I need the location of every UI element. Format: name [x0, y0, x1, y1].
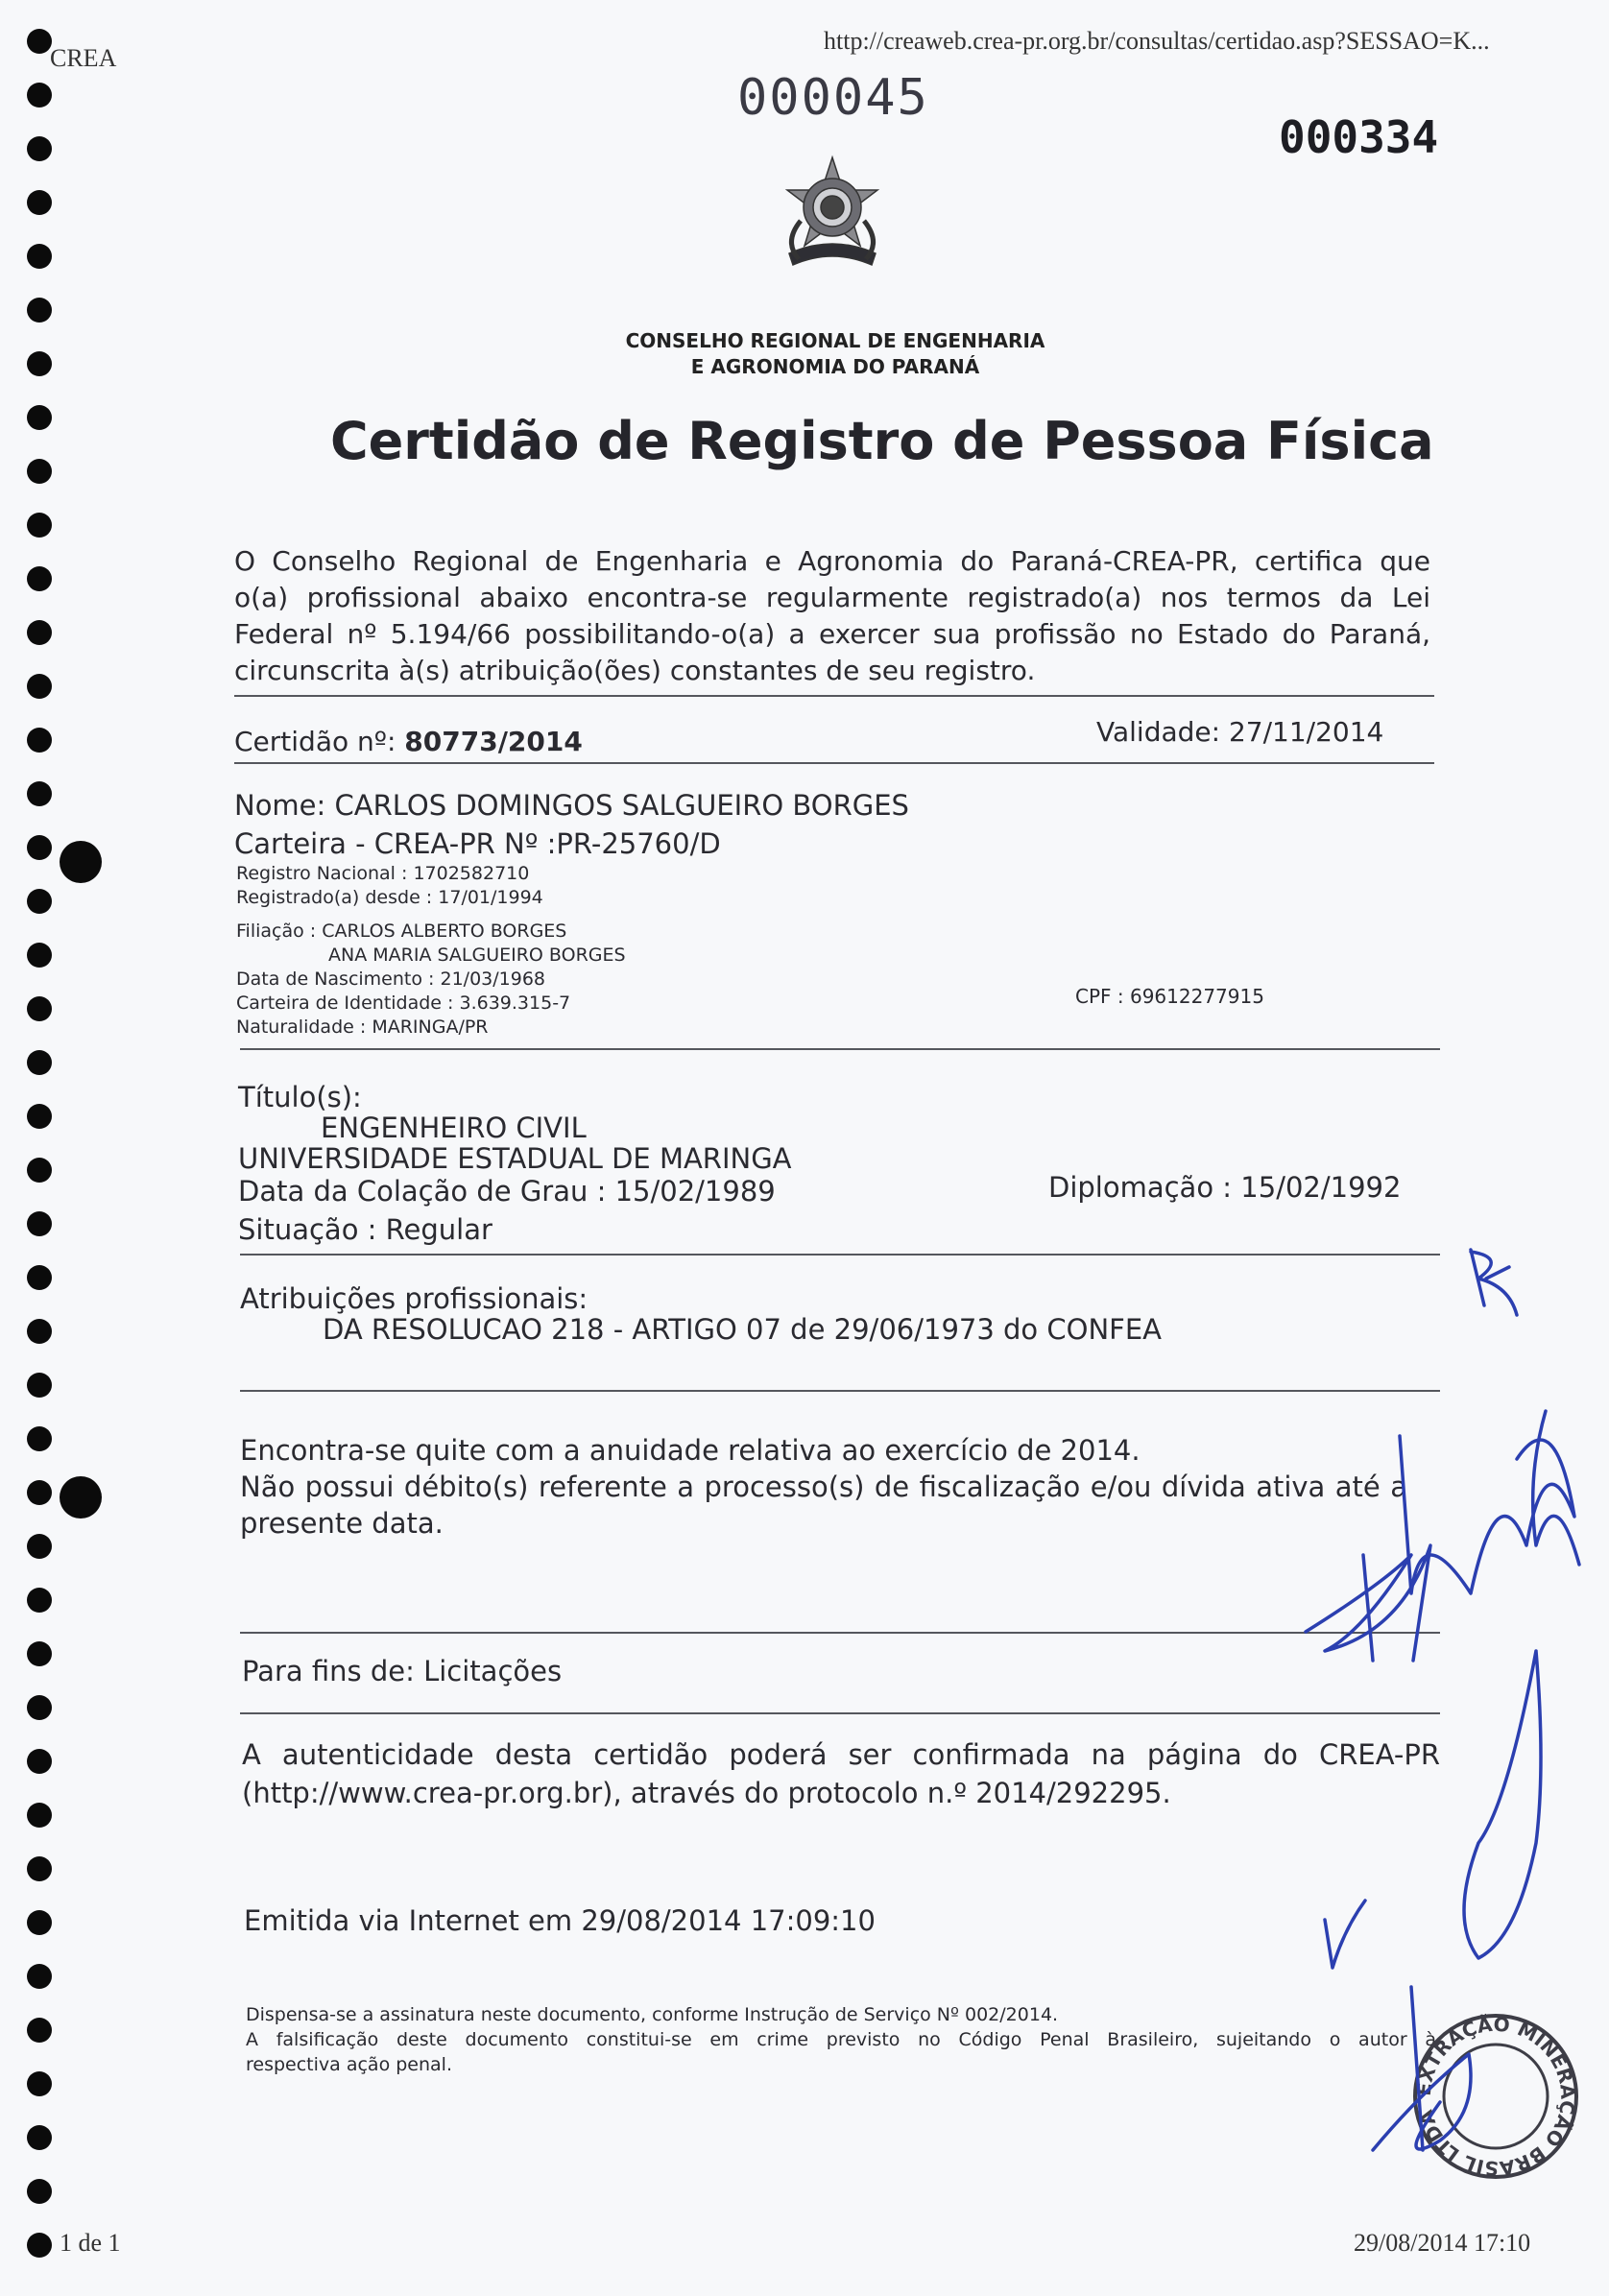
certificate-number-row — [234, 726, 583, 757]
registered-since: 17/01/1994 — [438, 887, 543, 908]
perforation-hole — [27, 244, 52, 269]
perforation-hole — [27, 2233, 52, 2258]
perforation-holes — [27, 29, 56, 2294]
status-value: Regular — [385, 1213, 492, 1246]
initial-mark — [1471, 1250, 1517, 1315]
coat-of-arms-emblem — [772, 154, 893, 278]
signature-stroke — [1464, 1651, 1541, 1958]
perforation-hole — [27, 190, 52, 215]
print-datetime: 29/08/2014 17:10 — [1354, 2229, 1531, 2257]
perforation-hole — [27, 1211, 52, 1236]
intro-line-1: O Conselho Regional de Engenharia e Agronomia do Paraná-CREA-PR, certifica que — [234, 545, 1430, 577]
perforation-hole — [27, 2125, 52, 2150]
perforation-hole — [27, 1588, 52, 1613]
attributions-label: Atribuições profissionais: — [240, 1282, 588, 1315]
card-label: Carteira - CREA-PR Nº : — [234, 827, 557, 860]
perforation-hole — [27, 29, 52, 54]
divider — [240, 1048, 1440, 1050]
org-name-line2: E AGRONOMIA DO PARANÁ — [690, 355, 980, 378]
purpose-label: Para fins de: — [242, 1655, 415, 1687]
identity-number: 3.639.315-7 — [459, 993, 571, 1014]
perforation-hole — [27, 1158, 52, 1183]
validity-label: Validade: — [1096, 716, 1221, 748]
perforation-hole — [27, 1695, 52, 1720]
page-number: 1 de 1 — [60, 2229, 121, 2257]
perforation-hole — [27, 1749, 52, 1774]
intro-line-3: Federal nº 5.194/66 possibilitando-o(a) a exercer sua profissão no Estado do Paraná, — [234, 618, 1430, 650]
cpf-number: 69612277915 — [1129, 985, 1264, 1008]
punch-hole-large — [60, 1476, 102, 1519]
validity-row — [1096, 716, 1383, 748]
naturality-label: Naturalidade : — [236, 1016, 367, 1038]
sheet-number-stamp-left: 000045 — [737, 69, 929, 127]
divider — [234, 695, 1434, 697]
footer-line-2: A falsificação deste documento constitui-se em crime previsto no Código Penal Brasileiro, sujeitando o autor à — [246, 2029, 1436, 2050]
graduation-label: Data da Colação de Grau : — [238, 1175, 607, 1208]
document-title: Certidão de Registro de Pessoa Física — [330, 411, 1434, 471]
attributions-value: DA RESOLUCAO 218 - ARTIGO 07 de 29/06/1973 do CONFEA — [323, 1313, 1162, 1346]
mother-name: ANA MARIA SALGUEIRO BORGES — [328, 945, 626, 966]
perforation-hole — [27, 1050, 52, 1075]
org-name-line1: CONSELHO REGIONAL DE ENGENHARIA — [625, 329, 1045, 352]
perforation-hole — [27, 1641, 52, 1666]
national-registry: 1702582710 — [413, 863, 530, 884]
perforation-hole — [27, 1964, 52, 1989]
perforation-hole — [27, 2018, 52, 2043]
titles-label: Título(s): — [238, 1081, 362, 1113]
divider — [234, 762, 1434, 764]
footer-line-1: Dispensa-se a assinatura neste documento, conforme Instrução de Serviço Nº 002/2014. — [246, 2004, 1059, 2025]
punch-hole-large — [60, 841, 102, 883]
perforation-hole — [27, 83, 52, 108]
perforation-hole — [27, 620, 52, 645]
naturality: MARINGA/PR — [372, 1016, 489, 1038]
birth-date: 21/03/1968 — [440, 969, 545, 990]
certificate-number-label: Certidão nº: — [234, 726, 396, 757]
birth-label: Data de Nascimento : — [236, 969, 435, 990]
graduation-date: 15/02/1989 — [614, 1175, 776, 1208]
perforation-hole — [27, 1426, 52, 1451]
signature-stroke — [1533, 1411, 1579, 1565]
perforation-hole — [27, 1856, 52, 1881]
perforation-hole — [27, 513, 52, 538]
registered-since-label: Registrado(a) desde : — [236, 887, 433, 908]
perforation-hole — [27, 566, 52, 591]
perforation-hole — [27, 2071, 52, 2096]
browser-header-left: CREA — [50, 44, 117, 72]
perforation-hole — [27, 1910, 52, 1935]
perforation-hole — [27, 1534, 52, 1559]
perforation-hole — [27, 781, 52, 806]
stamp-text: EXTRAÇÃO MINERAÇÃO BRASIL LTDA — [1411, 2012, 1580, 2181]
perforation-hole — [27, 136, 52, 161]
perforation-hole — [27, 298, 52, 323]
status-text-line-2: Não possui débito(s) referente a processo(s) de fiscalização e/ou dívida ativa até a — [240, 1471, 1407, 1503]
perforation-hole — [27, 943, 52, 968]
name-label: Nome: — [234, 789, 326, 822]
sheet-number-stamp-right: 000334 — [1279, 111, 1439, 163]
status-text-line-1: Encontra-se quite com a anuidade relativa ao exercício de 2014. — [240, 1434, 1141, 1467]
perforation-hole — [27, 1803, 52, 1828]
perforation-hole — [27, 996, 52, 1021]
father-name: CARLOS ALBERTO BORGES — [322, 921, 567, 942]
perforation-hole — [27, 2179, 52, 2204]
authenticity-line-1: A autenticidade desta certidão poderá ser confirmada na página do CREA-PR — [242, 1738, 1440, 1771]
perforation-hole — [27, 1265, 52, 1290]
perforation-hole — [27, 674, 52, 699]
perforation-hole — [27, 405, 52, 430]
professional-name: CARLOS DOMINGOS SALGUEIRO BORGES — [334, 789, 909, 822]
certificate-number: 80773/2014 — [404, 726, 583, 757]
national-registry-label: Registro Nacional : — [236, 863, 408, 884]
diploma-label: Diplomação : — [1048, 1171, 1233, 1204]
handwritten-signatures — [1248, 1229, 1594, 2246]
perforation-hole — [27, 1319, 52, 1344]
issued-line: Emitida via Internet em 29/08/2014 17:09:10 — [244, 1904, 876, 1937]
intro-line-2: o(a) profissional abaixo encontra-se regularmente registrado(a) nos termos da Lei — [234, 582, 1430, 613]
card-number: PR-25760/D — [556, 827, 721, 860]
check-mark — [1325, 1901, 1365, 1968]
signature-stroke — [1373, 1987, 1471, 2150]
perforation-hole — [27, 1480, 52, 1505]
university: UNIVERSIDADE ESTADUAL DE MARINGA — [238, 1142, 792, 1175]
cpf-label: CPF : — [1075, 985, 1124, 1008]
perforation-hole — [27, 889, 52, 914]
diploma-date: 15/02/1992 — [1240, 1171, 1402, 1204]
browser-header-url[interactable]: http://creaweb.crea-pr.org.br/consultas/certidao.asp?SESSAO=K... — [824, 27, 1490, 55]
filiation-label: Filiação : — [236, 921, 317, 942]
purpose-value: Licitações — [423, 1655, 563, 1687]
perforation-hole — [27, 728, 52, 753]
footer-line-3: respectiva ação penal. — [246, 2054, 452, 2075]
perforation-hole — [27, 1373, 52, 1398]
signature-stroke — [1306, 1545, 1430, 1661]
perforation-hole — [27, 835, 52, 860]
identity-label: Carteira de Identidade : — [236, 993, 454, 1014]
perforation-hole — [27, 1104, 52, 1129]
perforation-hole — [27, 351, 52, 376]
intro-line-4: circunscrita à(s) atribuição(ões) constantes de seu registro. — [234, 655, 1036, 686]
status-label: Situação : — [238, 1213, 377, 1246]
professional-title: ENGENHEIRO CIVIL — [321, 1112, 587, 1144]
perforation-hole — [27, 459, 52, 484]
status-text-line-3: presente data. — [240, 1507, 444, 1540]
authenticity-line-2: (http://www.crea-pr.org.br), através do protocolo n.º 2014/292295. — [242, 1777, 1171, 1809]
validity-date: 27/11/2014 — [1228, 716, 1384, 748]
